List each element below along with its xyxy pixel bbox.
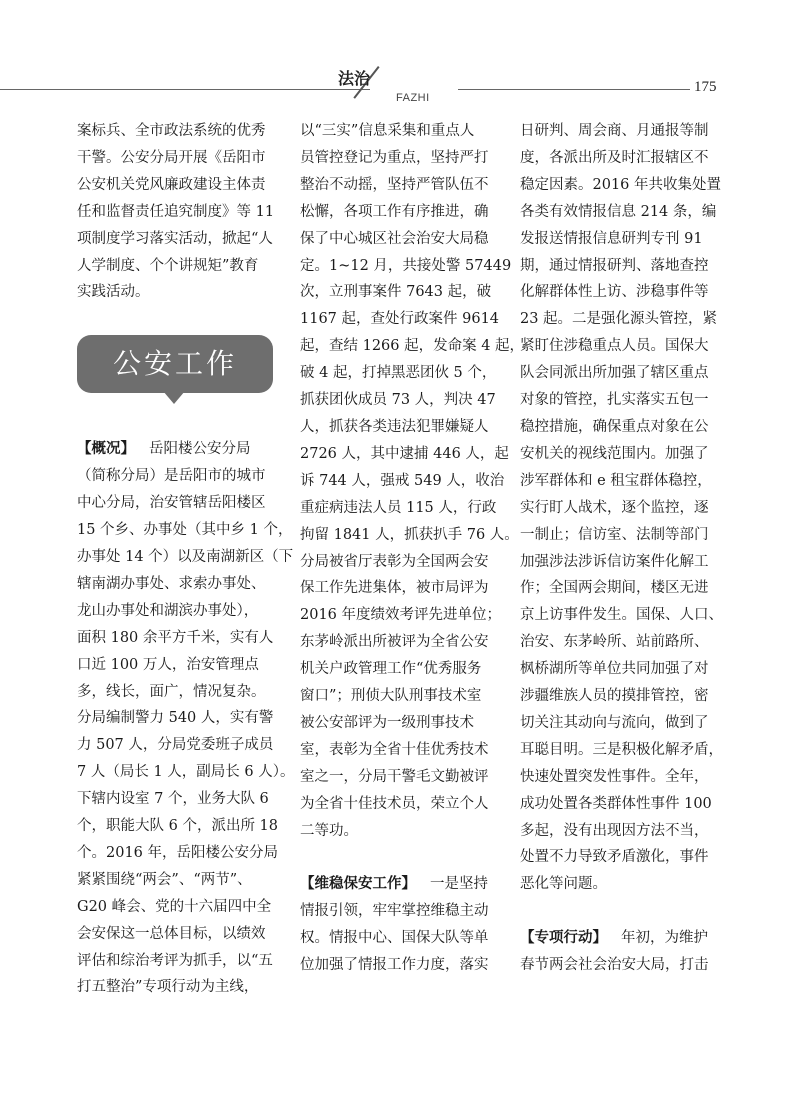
special-heading-line — [520, 925, 730, 952]
special-first-line: 年初，为维护 — [621, 930, 708, 947]
overview-first-line: 岳阳楼公安分局 — [149, 441, 251, 458]
text-line: 室，表彰为全省十佳优秀技术 — [300, 741, 489, 758]
text-line: 加强涉法涉诉信访案件化解工 — [520, 553, 709, 570]
text-line: 评估和综治考评为抓手，以“五 — [77, 952, 273, 969]
text-line: 23 起。二是强化源头管控，紧 — [520, 311, 718, 328]
text-line: 干警。公安分局开展《岳阳市 — [77, 149, 266, 166]
text-line: 定。1~12 月，共接处警 57449 — [300, 257, 512, 274]
text-line: 治安、东茅岭所、站前路所、 — [520, 634, 709, 651]
text-line: 面积 180 余平方千米，实有人 — [77, 629, 274, 646]
text-line: 各类有效情报信息 214 条，编 — [520, 203, 717, 220]
text-line: 人，抓获各类违法犯罪嫌疑人 — [300, 418, 489, 435]
text-line: 快速处置突发性事件。全年， — [520, 768, 709, 785]
paragraph-gap — [300, 844, 498, 871]
text-line: 紧紧围绕“两会”、“两节”、 — [77, 871, 252, 888]
text-line: 实践活动。 — [77, 284, 150, 301]
text-line: 京上访事件发生。国保、人口、 — [520, 607, 723, 624]
text-line: 口近 100 万人，治安管理点 — [77, 656, 259, 673]
text-line: 2016 年度绩效考评先进单位； — [300, 607, 502, 624]
text-line: 作；全国两会期间，楼区无进 — [520, 580, 709, 597]
text-line: 2726 人，其中逮捕 446 人，起 — [300, 445, 509, 462]
text-line: 多，线长，面广，情况复杂。 — [77, 683, 266, 700]
column-3 — [520, 118, 730, 979]
text-line: 权。情报中心、国保大队等单 — [300, 930, 489, 947]
text-line: 队会同派出所加强了辖区重点 — [520, 365, 709, 382]
text-line: 情报引领，牢牢掌控维稳主动 — [300, 903, 489, 920]
text-line: 为全省十佳技术员，荣立个人 — [300, 795, 489, 812]
column-1 — [77, 118, 295, 1001]
text-line: 一制止；信访室、法制等部门 — [520, 526, 709, 543]
text-line: 涉疆维族人员的摸排管控，密 — [520, 688, 709, 705]
text-line: 次，立刑事案件 7643 起，破 — [300, 284, 492, 301]
text-line: 成功处置各类群体性事件 100 — [520, 795, 712, 812]
text-line: 7 人（局长 1 人，副局长 6 人）。 — [77, 764, 295, 781]
paragraph-gap — [520, 898, 730, 925]
text-line: 稳定因素。2016 年共收集处置 — [520, 176, 722, 193]
text-line: 日研判、周会商、月通报等制 — [520, 123, 709, 139]
text-line: 松懈，各项工作有序推进，确 — [300, 203, 489, 220]
banner-title: 公安工作 — [112, 347, 237, 380]
text-line: 二等功。 — [300, 822, 358, 839]
section-pinyin: FAZHI — [396, 92, 430, 104]
text-line: 实行盯人战术，逐个监控，逐 — [520, 499, 709, 516]
text-line: 分局编制警力 540 人，实有警 — [77, 710, 274, 727]
text-line: 办事处 14 个）以及南湖新区（下 — [77, 548, 294, 565]
text-line: 紧盯住涉稳重点人员。国保大 — [520, 338, 709, 355]
text-line: 发报送情报信息研判专刊 91 — [520, 230, 703, 247]
text-line: 春节两会社会治安大局，打击 — [520, 957, 709, 974]
text-line: 处置不力导致矛盾激化，事件 — [520, 849, 709, 866]
text-line: 辖南湖办事处、求索办事处、 — [77, 575, 266, 592]
text-line: 个，职能大队 6 个，派出所 18 — [77, 818, 279, 835]
text-line: 耳聪目明。三是积极化解矛盾， — [520, 741, 723, 758]
text-line: 对象的管控，扎实落实五包一 — [520, 392, 709, 409]
text-line: 整治不动摇，坚持严管队伍不 — [300, 176, 489, 193]
stability-heading-line — [300, 871, 498, 898]
text-line: 保了中心城区社会治安大局稳 — [300, 230, 489, 247]
text-line: 机关户政管理工作“优秀服务 — [300, 661, 482, 678]
header-rule-left — [0, 89, 370, 90]
text-line: 度，各派出所及时汇报辖区不 — [520, 149, 709, 166]
text-line: 人学制度、个个讲规矩”教育 — [77, 257, 259, 274]
stability-first-line: 一是坚持 — [430, 876, 488, 893]
text-line: 分局被省厅表彰为全国两会安 — [300, 553, 489, 570]
text-line: 诉 744 人，强戒 549 人，收治 — [300, 472, 505, 489]
text-line: 多起，没有出现因方法不当， — [520, 822, 709, 839]
text-line: 恶化等问题。 — [520, 876, 607, 893]
text-line: 公安机关党风廉政建设主体责 — [77, 176, 266, 193]
text-line: 会安保这一总体目标，以绩效 — [77, 925, 266, 942]
text-line: 拘留 1841 人，抓获扒手 76 人。 — [300, 526, 519, 543]
text-line: 窗口”；刑侦大队刑事技术室 — [300, 688, 482, 705]
text-line: 重症病违法人员 115 人，行政 — [300, 499, 497, 516]
text-line: 中心分局，治安管辖岳阳楼区 — [77, 495, 266, 512]
text-line: 位加强了情报工作力度，落实 — [300, 957, 489, 974]
text-line: 员管控登记为重点，坚持严打 — [300, 149, 489, 166]
text-line: 下辖内设室 7 个，业务大队 6 — [77, 791, 269, 808]
text-line: 保工作先进集体，被市局评为 — [300, 580, 489, 597]
text-line: 室之一，分局干警毛文勤被评 — [300, 768, 489, 785]
text-line: （简称分局）是岳阳市的城市 — [77, 468, 266, 485]
text-line: 东茅岭派出所被评为全省公安 — [300, 634, 489, 651]
text-line: 案标兵、全市政法系统的优秀 — [77, 123, 266, 139]
special-label: 【专项行动】 — [520, 930, 607, 947]
text-line: G20 峰会、党的十六届四中全 — [77, 898, 272, 915]
column-2 — [300, 118, 525, 979]
text-line: 涉军群体和 e 租宝群体稳控， — [520, 472, 712, 489]
text-line: 15 个乡、办事处（其中乡 1 个， — [77, 522, 293, 539]
text-line: 被公安部评为一级刑事技术 — [300, 714, 474, 731]
text-line: 打五整治”专项行动为主线， — [77, 979, 259, 996]
text-line: 期，通过情报研判、落地查控 — [520, 257, 709, 274]
section-title: 法治 — [338, 69, 371, 88]
text-line: 安机关的视线范围内。加强了 — [520, 445, 709, 462]
text-line: 任和监督责任追究制度》等 11 — [77, 203, 275, 220]
text-line: 1167 起，查处行政案件 9614 — [300, 311, 500, 328]
overview-label: 【概况】 — [77, 441, 135, 458]
text-line: 起，查结 1266 起，发命案 4 起， — [300, 338, 525, 355]
page-number: 175 — [694, 79, 717, 95]
text-line: 以“三实”信息采集和重点人 — [300, 123, 475, 139]
text-line: 项制度学习落实活动，掀起“人 — [77, 230, 273, 247]
text-line: 力 507 人，分局党委班子成员 — [77, 737, 274, 754]
text-line: 龙山办事处和湖滨办事处）， — [77, 602, 259, 619]
text-line: 枫桥湖所等单位共同加强了对 — [520, 661, 709, 678]
text-line: 破 4 起，打掉黑恶团伙 5 个， — [300, 365, 497, 382]
stability-label: 【维稳保安工作】 — [300, 876, 416, 893]
text-line: 抓获团伙成员 73 人，判决 47 — [300, 392, 496, 409]
header-rule-right — [458, 89, 690, 90]
overview-heading-line — [77, 436, 275, 463]
text-line: 个。2016 年，岳阳楼公安分局 — [77, 844, 279, 861]
text-line: 化解群体性上访、涉稳事件等 — [520, 284, 709, 301]
text-line: 切关注其动向与流向，做到了 — [520, 714, 709, 731]
text-line: 稳控措施，确保重点对象在公 — [520, 418, 709, 435]
